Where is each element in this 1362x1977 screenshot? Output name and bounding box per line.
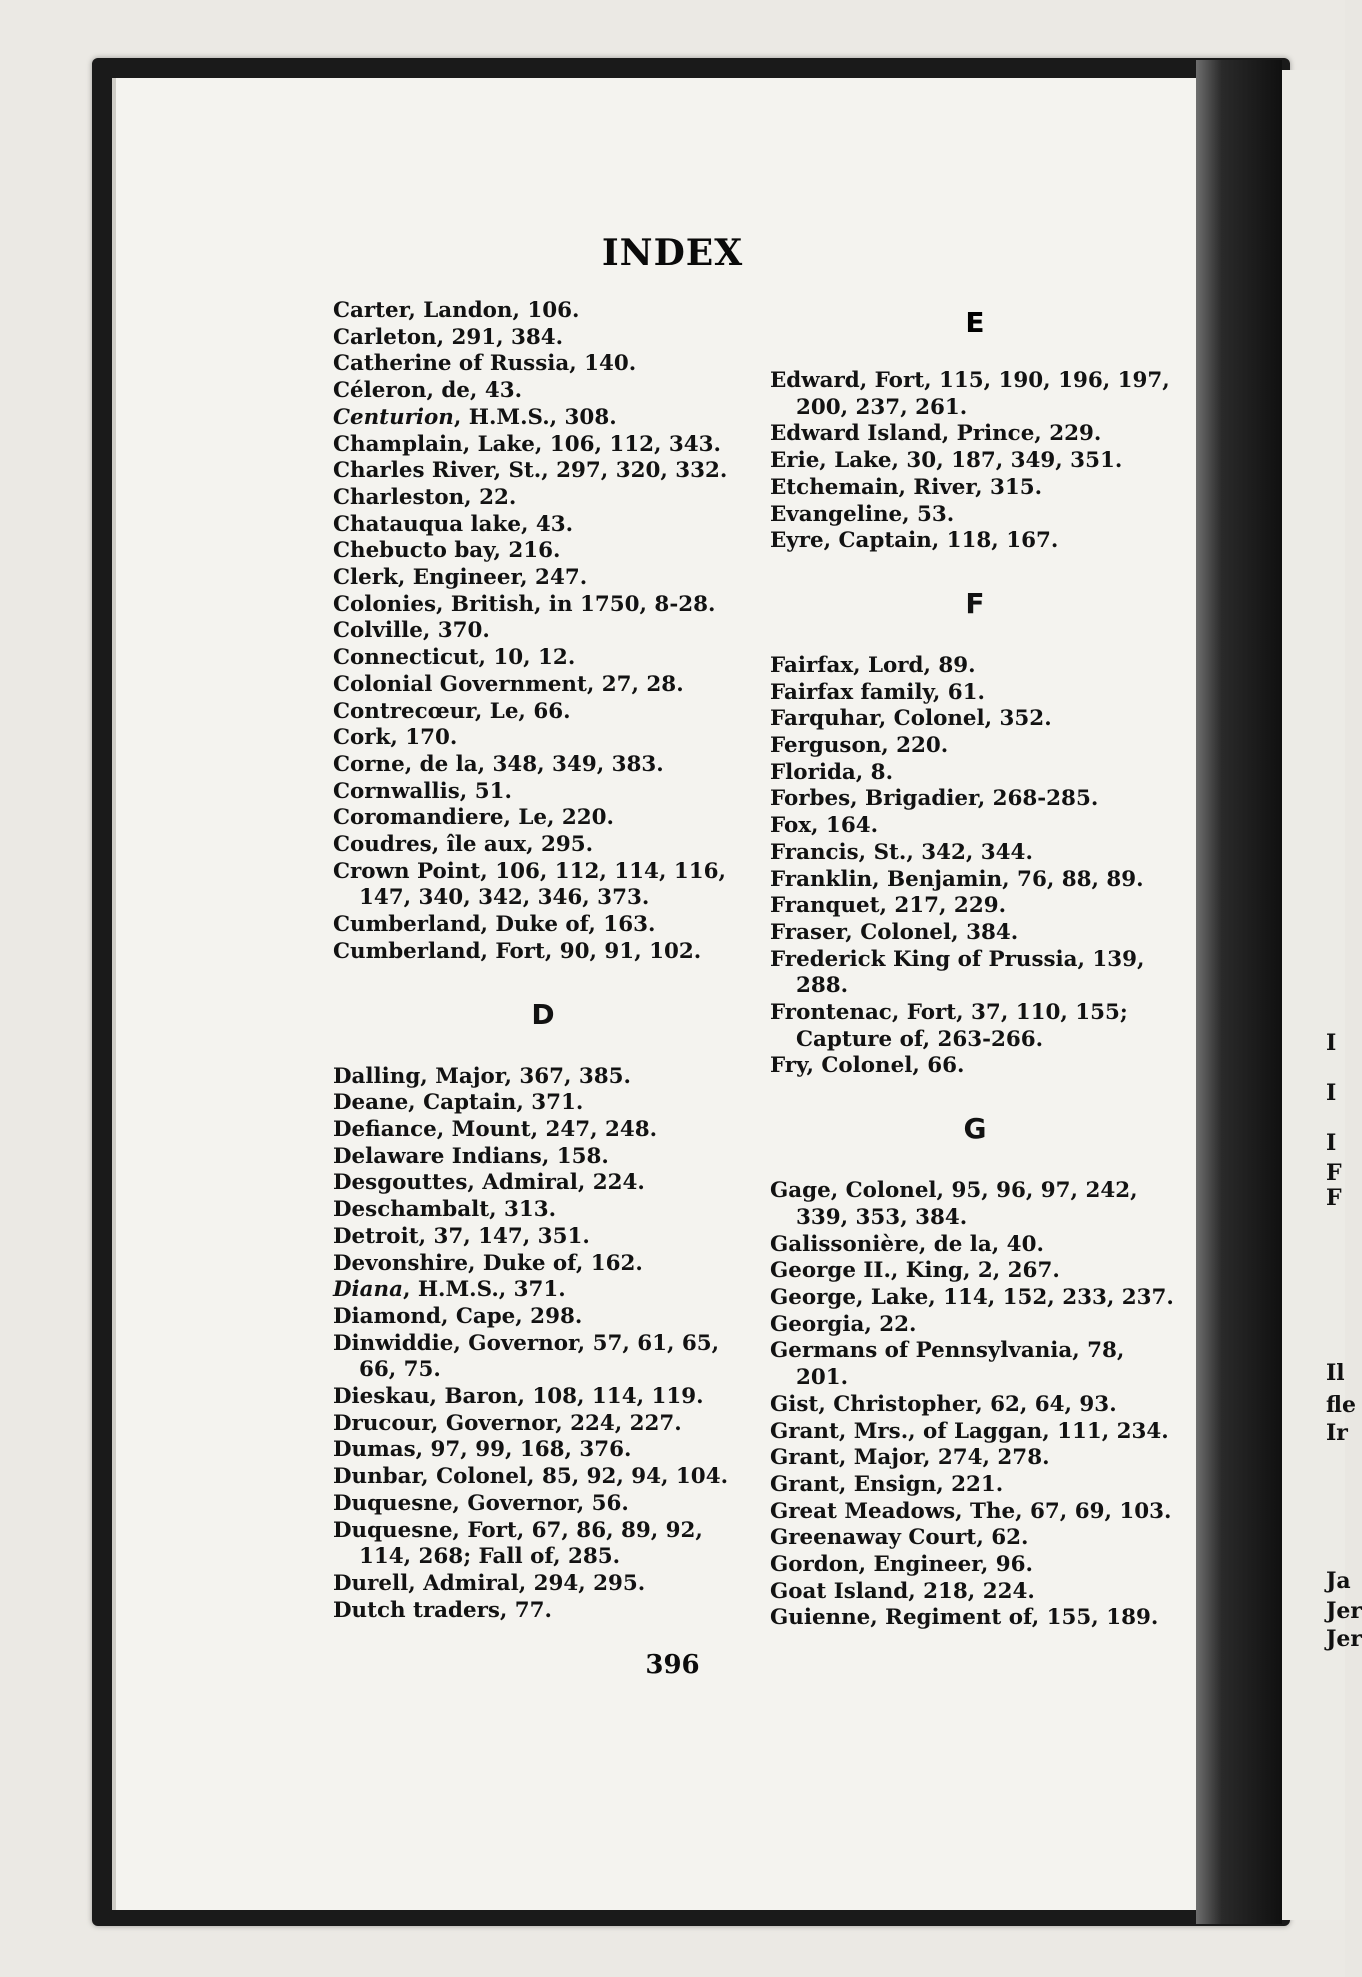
index-entry-text: Champlain, Lake, 106, 112, 343.	[333, 431, 721, 457]
next-page-fragment: F	[1326, 1160, 1342, 1186]
index-entry	[333, 832, 753, 859]
index-entry-text: Crown Point, 106, 112, 114, 116, 147, 340, 342, 346, 373.	[333, 858, 726, 911]
index-entry-text: Dunbar, Colonel, 85, 92, 94, 104.	[333, 1464, 729, 1490]
index-entry-text: Edward, Fort, 115, 190, 196, 197, 200, 237, 261.	[770, 368, 1170, 420]
index-entry	[333, 779, 753, 806]
index-entry	[333, 432, 753, 459]
next-page-fragment: I	[1326, 1080, 1337, 1106]
index-entry-text: Etchemain, River, 315.	[770, 474, 1043, 500]
index-entry	[333, 1144, 753, 1171]
index-entry-text: Ferguson, 220.	[770, 733, 949, 759]
index-entry	[770, 1232, 1180, 1259]
index-entry	[333, 912, 753, 939]
index-entry	[770, 1312, 1180, 1339]
index-entry	[333, 752, 753, 779]
index-entry-text: Fairfax, Lord, 89.	[770, 652, 976, 678]
index-entry	[333, 592, 753, 619]
next-page-fragment: Jer	[1326, 1598, 1362, 1624]
index-entry-text: Devonshire, Duke of, 162.	[333, 1250, 643, 1276]
index-entry	[333, 1598, 753, 1625]
index-entry	[333, 672, 753, 699]
index-entry-text: Grant, Mrs., of Laggan, 111, 234.	[770, 1418, 1169, 1444]
index-entry	[333, 1464, 753, 1491]
index-entry	[333, 859, 753, 912]
index-entry-text: Forbes, Brigadier, 268-285.	[770, 786, 1099, 812]
index-entry	[770, 1605, 1180, 1632]
index-entry-text: Detroit, 37, 147, 351.	[333, 1223, 590, 1249]
page-title: INDEX	[601, 232, 744, 274]
index-entry	[333, 1064, 753, 1091]
index-entry	[770, 502, 1180, 529]
index-entry-text: Franquet, 217, 229.	[770, 893, 1007, 919]
index-entry-text: Contrecœur, Le, 66.	[333, 698, 571, 724]
next-page-fragment: Ir	[1326, 1420, 1348, 1446]
index-entry	[770, 368, 1180, 421]
index-entry-text: Farquhar, Colonel, 352.	[770, 706, 1052, 732]
index-entry-text: Durell, Admiral, 294, 295.	[333, 1570, 646, 1596]
index-entry-text: Germans of Pennsylvania, 78, 201.	[770, 1338, 1125, 1391]
index-entry	[770, 653, 1180, 680]
index-entry	[333, 512, 753, 539]
index-entry	[333, 1411, 753, 1438]
index-entry	[770, 1178, 1180, 1231]
index-entry-text: Dieskau, Baron, 108, 114, 119.	[333, 1384, 704, 1410]
index-entry-text: Gordon, Engineer, 96.	[770, 1552, 1034, 1578]
index-entry-text: Eyre, Captain, 118, 167.	[770, 528, 1059, 554]
index-entry-text: Frederick King of Prussia, 139, 288.	[770, 946, 1145, 999]
index-entry-text: Florida, 8.	[770, 759, 894, 785]
index-entry-text: Galissonière, de la, 40.	[770, 1231, 1044, 1257]
index-entry	[333, 618, 753, 645]
index-entry	[770, 1552, 1180, 1579]
index-entry-text: Coudres, île aux, 295.	[333, 832, 594, 858]
index-entry-text: Cumberland, Fort, 90, 91, 102.	[333, 938, 702, 964]
index-entry-text: Duquesne, Fort, 67, 86, 89, 92, 114, 268; Fall of, 285.	[333, 1517, 703, 1570]
index-entry	[770, 786, 1180, 813]
next-page-fragment: Ja	[1326, 1568, 1351, 1594]
index-entry	[770, 1472, 1180, 1499]
index-entry-text: Evangeline, 53.	[770, 501, 955, 527]
index-entry-text: Dutch traders, 77.	[333, 1597, 553, 1623]
index-entry-text: Grant, Ensign, 221.	[770, 1471, 1004, 1497]
index-entry	[333, 1491, 753, 1518]
index-entry-text: Gist, Christopher, 62, 64, 93.	[770, 1391, 1117, 1417]
index-entry	[333, 645, 753, 672]
index-entry-text: Colonial Government, 27, 28.	[333, 671, 684, 697]
index-entry-text: Edward Island, Prince, 229.	[770, 421, 1102, 447]
index-entry-text: Carleton, 291, 384.	[333, 324, 564, 350]
index-entry	[333, 1251, 753, 1278]
next-page-fragment: I	[1326, 1030, 1337, 1056]
index-entry-text: Charles River, St., 297, 320, 332.	[333, 458, 728, 484]
index-entry	[333, 378, 753, 405]
index-entry	[333, 805, 753, 832]
index-entry-text: Goat Island, 218, 224.	[770, 1578, 1035, 1604]
index-entry	[770, 1258, 1180, 1285]
index-entry-text: Dalling, Major, 367, 385.	[333, 1063, 631, 1089]
index-entry	[770, 947, 1180, 1000]
index-entry-text: Duquesne, Governor, 56.	[333, 1490, 629, 1516]
index-entry-text: Coromandiere, Le, 220.	[333, 805, 614, 831]
index-column-right	[770, 368, 1180, 1632]
next-page-fragment: F	[1326, 1185, 1342, 1211]
next-page-fragment: fle	[1326, 1392, 1356, 1418]
index-entry-text: Deane, Captain, 371.	[333, 1090, 584, 1116]
index-entry	[770, 1525, 1180, 1552]
index-entry-text: George, Lake, 114, 152, 233, 237.	[770, 1284, 1174, 1310]
section-letter-g: G	[963, 1112, 987, 1146]
index-entry-text: Frontenac, Fort, 37, 110, 155; Capture of, 263-266.	[770, 1000, 1128, 1052]
index-entry	[333, 725, 753, 752]
index-entry	[770, 1579, 1180, 1606]
index-entry-text: Dumas, 97, 99, 168, 376.	[333, 1437, 632, 1463]
index-entry	[333, 1224, 753, 1251]
index-entry-text: Defiance, Mount, 247, 248.	[333, 1116, 658, 1142]
index-entry	[770, 1499, 1180, 1526]
index-entry-text: Francis, St., 342, 344.	[770, 839, 1033, 865]
index-entry-text: Erie, Lake, 30, 187, 349, 351.	[770, 448, 1123, 474]
index-entry-text: Catherine of Russia, 140.	[333, 351, 637, 377]
index-entry	[333, 1170, 753, 1197]
index-entry-text: Drucour, Governor, 224, 227.	[333, 1410, 682, 1436]
index-entry	[770, 528, 1180, 555]
index-entry	[333, 939, 753, 966]
index-entry	[770, 421, 1180, 448]
index-entry	[333, 1384, 753, 1411]
index-entry-text: Great Meadows, The, 67, 69, 103.	[770, 1498, 1172, 1524]
section-letter-f: F	[965, 586, 985, 620]
index-entry	[333, 351, 753, 378]
index-entry	[770, 920, 1180, 947]
index-entry	[333, 1090, 753, 1117]
index-entry-text: Diamond, Cape, 298.	[333, 1303, 583, 1329]
index-entry	[333, 1571, 753, 1598]
index-entry	[770, 1053, 1180, 1080]
next-page-fragment: Il	[1326, 1360, 1345, 1386]
index-entry-text: Fox, 164.	[770, 813, 879, 839]
index-entry-text: Cumberland, Duke of, 163.	[333, 912, 656, 938]
index-entry-text: Dinwiddie, Governor, 57, 61, 65, 66, 75.	[333, 1330, 720, 1383]
index-entry	[333, 1437, 753, 1464]
index-entry-text: Colville, 370.	[333, 618, 490, 644]
index-entry	[333, 485, 753, 512]
book-gutter	[1196, 60, 1282, 1924]
index-entry	[770, 680, 1180, 707]
index-entry-text: Diana	[333, 1277, 403, 1303]
index-entry	[333, 458, 753, 485]
index-entry	[770, 1392, 1180, 1419]
index-entry-text: Gage, Colonel, 95, 96, 97, 242, 339, 353, 384.	[770, 1178, 1138, 1230]
index-entry-text: Clerk, Engineer, 247.	[333, 565, 588, 591]
index-entry-text: Deschambalt, 313.	[333, 1197, 557, 1223]
index-entry	[770, 867, 1180, 894]
index-entry	[770, 1338, 1180, 1391]
next-page-fragment: Jer	[1326, 1626, 1362, 1652]
index-entry	[333, 1277, 753, 1304]
index-entry	[770, 1419, 1180, 1446]
index-entry-text: Delaware Indians, 158.	[333, 1143, 609, 1169]
index-entry-text: Greenaway Court, 62.	[770, 1525, 1029, 1551]
index-entry	[770, 706, 1180, 733]
index-entry	[770, 813, 1180, 840]
index-entry-text: Fraser, Colonel, 384.	[770, 919, 1019, 945]
index-entry	[770, 733, 1180, 760]
index-entry	[333, 1518, 753, 1571]
index-entry-text: Cork, 170.	[333, 725, 458, 751]
index-entry-text: Georgia, 22.	[770, 1311, 917, 1337]
index-entry	[333, 1197, 753, 1224]
index-entry	[333, 1117, 753, 1144]
index-entry-text: Guienne, Regiment of, 155, 189.	[770, 1605, 1159, 1631]
index-entry	[333, 325, 753, 352]
index-entry-text: Chebucto bay, 216.	[333, 538, 561, 564]
index-column-left	[333, 298, 753, 1624]
index-entry-text: Franklin, Benjamin, 76, 88, 89.	[770, 866, 1144, 892]
index-entry-text: Colonies, British, in 1750, 8-28.	[333, 591, 716, 617]
index-entry-text: Charleston, 22.	[333, 484, 517, 510]
section-letter-e: E	[965, 306, 985, 339]
index-entry	[770, 448, 1180, 475]
index-entry-text: Connecticut, 10, 12.	[333, 645, 576, 671]
index-entry-text: Carter, Landon, 106.	[333, 298, 580, 323]
section-letter-d: D	[531, 997, 555, 1031]
index-entry	[333, 538, 753, 565]
index-entry-pages: , H.M.S., 308.	[453, 404, 617, 430]
index-entry-text: Centurion	[333, 404, 454, 430]
index-entry	[770, 1445, 1180, 1472]
index-entry	[770, 760, 1180, 787]
index-entry-text: George II., King, 2, 267.	[770, 1258, 1060, 1284]
index-entry	[770, 475, 1180, 502]
index-entry	[770, 893, 1180, 920]
index-entry-text: Chatauqua lake, 43.	[333, 511, 574, 537]
index-entry-text: Corne, de la, 348, 349, 383.	[333, 751, 664, 777]
index-entry	[333, 298, 753, 325]
index-entry-text: Desgouttes, Admiral, 224.	[333, 1170, 645, 1196]
index-entry-text: Fry, Colonel, 66.	[770, 1053, 965, 1079]
index-entry-text: Céleron, de, 43.	[333, 378, 523, 404]
index-entry	[770, 840, 1180, 867]
index-entry	[770, 1285, 1180, 1312]
index-entry	[770, 1000, 1180, 1053]
index-entry	[333, 1304, 753, 1331]
index-entry-text: Grant, Major, 274, 278.	[770, 1445, 1050, 1471]
index-entry-pages: , H.M.S., 371.	[402, 1277, 566, 1303]
index-entry-text: Cornwallis, 51.	[333, 778, 512, 804]
index-entry-text: Fairfax family, 61.	[770, 679, 985, 705]
index-entry	[333, 565, 753, 592]
next-page-fragment: I	[1326, 1130, 1337, 1156]
page-number: 396	[645, 1650, 700, 1680]
index-entry	[333, 405, 753, 432]
index-entry	[333, 699, 753, 726]
index-entry	[333, 1331, 753, 1384]
